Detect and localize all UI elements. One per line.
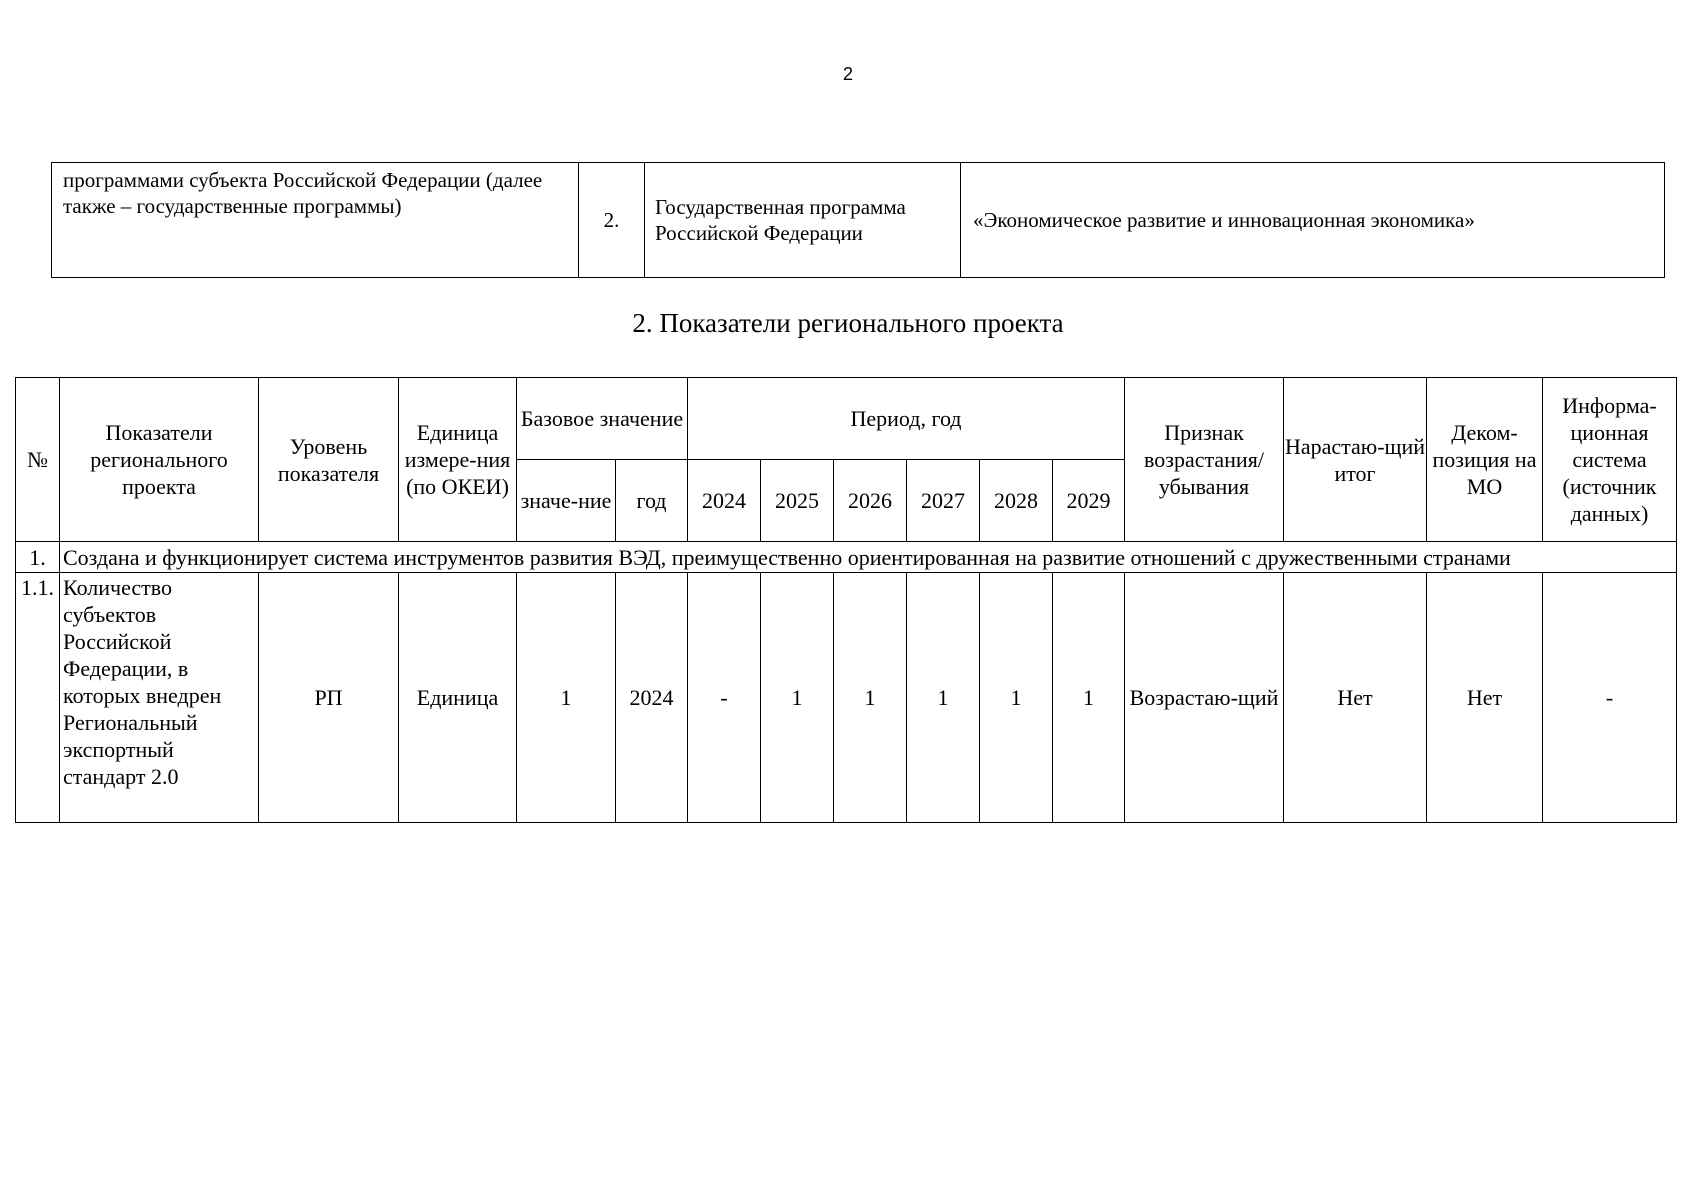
section-title: 2. Показатели регионального проекта <box>632 308 1064 338</box>
year-value: 1 <box>980 573 1053 823</box>
row-num: 1.1. <box>16 573 60 823</box>
info-system-value: - <box>1543 573 1677 823</box>
indicator-unit: Единица <box>399 573 517 823</box>
page-number: 2 <box>842 64 853 84</box>
program-type-cell: Государственная программа Российской Федерации <box>645 163 961 278</box>
trend-value: Возрастаю-щий <box>1125 573 1284 823</box>
cumulative-value: Нет <box>1284 573 1427 823</box>
header-year: 2024 <box>688 460 761 542</box>
header-info-system: Информа-ционная система (источник данных) <box>1543 378 1677 542</box>
decomposition-value: Нет <box>1427 573 1543 823</box>
year-value: 1 <box>834 573 907 823</box>
indicator-level: РП <box>259 573 399 823</box>
year-value: 1 <box>907 573 980 823</box>
header-base: Базовое значение <box>517 378 688 460</box>
program-label-cell: программами субъекта Российской Федерации (далее также – государственные программы) <box>52 163 579 278</box>
goal-text: Создана и функционирует система инструментов развития ВЭД, преимущественно ориентированная на развитие отношений с дружественными странами <box>60 542 1677 573</box>
header-num: № <box>16 378 60 542</box>
indicators-table <box>15 377 1677 823</box>
goal-row <box>16 542 1677 573</box>
year-value: 1 <box>1053 573 1125 823</box>
header-cumulative: Нарастаю-щий итог <box>1284 378 1427 542</box>
program-number-cell: 2. <box>579 163 645 278</box>
header-unit: Единица измере-ния (по ОКЕИ) <box>399 378 517 542</box>
program-table <box>51 162 1665 278</box>
header-year: 2029 <box>1053 460 1125 542</box>
header-year: 2028 <box>980 460 1053 542</box>
program-row <box>52 163 1665 278</box>
header-decomposition: Деком-позиция на МО <box>1427 378 1543 542</box>
base-value: 1 <box>517 573 616 823</box>
header-base-year: год <box>616 460 688 542</box>
header-year: 2026 <box>834 460 907 542</box>
goal-num: 1. <box>16 542 60 573</box>
header-base-value: значе-ние <box>517 460 616 542</box>
base-year: 2024 <box>616 573 688 823</box>
program-name-cell: «Экономическое развитие и инновационная экономика» <box>961 163 1665 278</box>
header-trend: Признак возрастания/ убывания <box>1125 378 1284 542</box>
table-row <box>16 573 1677 823</box>
header-period: Период, год <box>688 378 1125 460</box>
year-value: - <box>688 573 761 823</box>
header-row-1 <box>16 378 1677 460</box>
header-indicators: Показатели регионального проекта <box>60 378 259 542</box>
header-year: 2027 <box>907 460 980 542</box>
indicator-name: Количество субъектов Российской Федерации, в которых внедрен Региональный экспортный стандарт 2.0 <box>60 573 259 823</box>
year-value: 1 <box>761 573 834 823</box>
header-level: Уровень показателя <box>259 378 399 542</box>
header-year: 2025 <box>761 460 834 542</box>
